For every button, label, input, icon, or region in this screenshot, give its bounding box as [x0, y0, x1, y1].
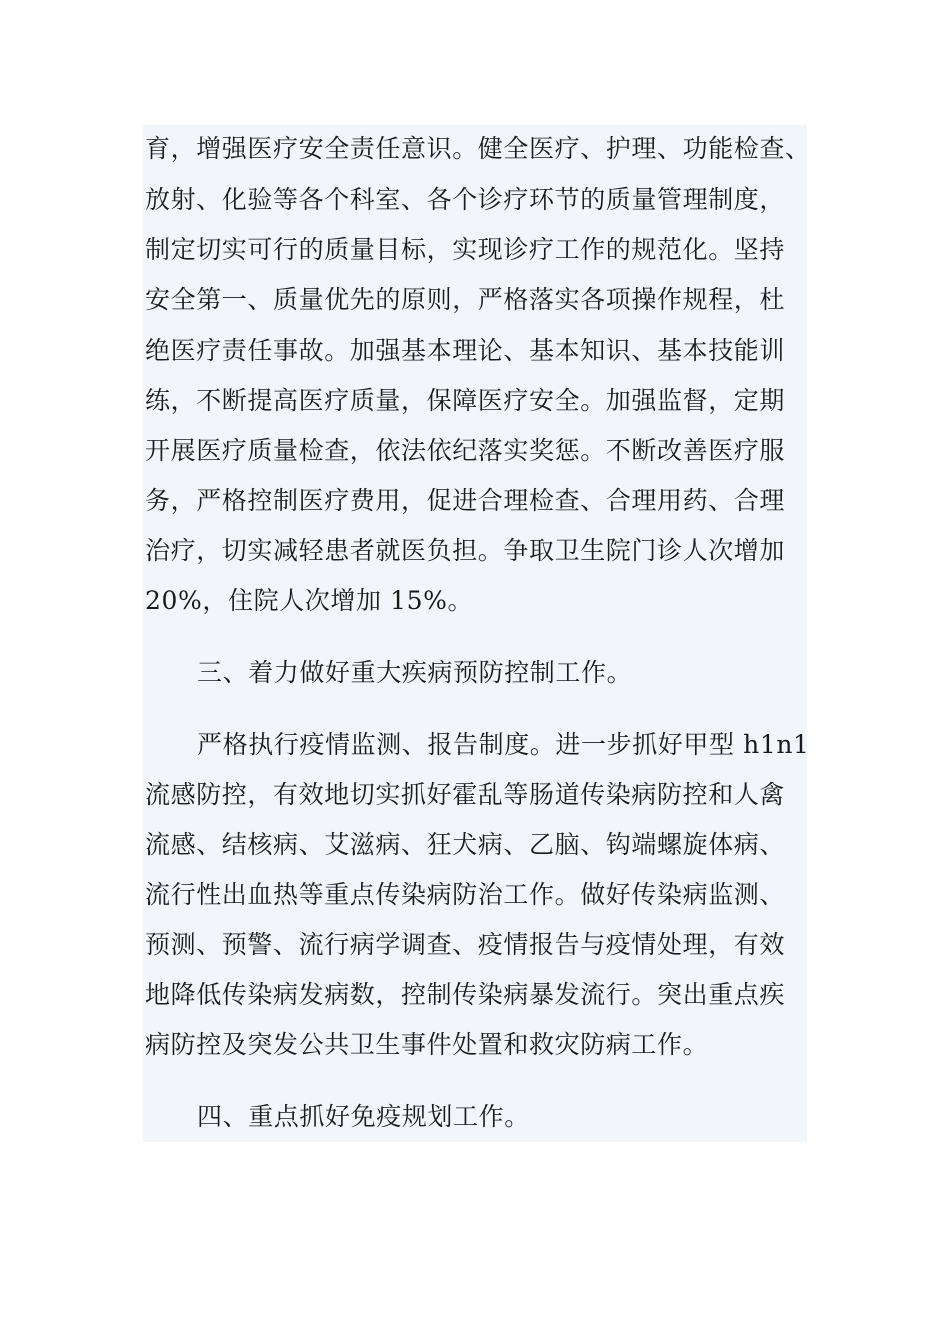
paragraph-line: 制定切实可行的质量目标，实现诊疗工作的规范化。坚持: [145, 235, 786, 264]
paragraph-line: 流行性出血热等重点传染病防治工作。做好传染病监测、: [145, 880, 786, 909]
paragraph-line: 绝医疗责任事故。加强基本理论、基本知识、基本技能训: [145, 336, 786, 365]
paragraph-line: 务，严格控制医疗费用，促进合理检查、合理用药、合理: [145, 486, 786, 515]
paragraph-line: 病防控及突发公共卫生事件处置和救灾防病工作。: [145, 1030, 709, 1059]
paragraph-line: 育，增强医疗安全责任意识。健全医疗、护理、功能检查、: [145, 134, 811, 163]
section-heading: 三、着力做好重大疾病预防控制工作。: [197, 658, 633, 687]
paragraph-line: 20%，住院人次增加 15%。: [145, 586, 474, 615]
paragraph-line: 开展医疗质量检查，依法依纪落实奖惩。不断改善医疗服: [145, 436, 786, 465]
paragraph-line: 流感防控，有效地切实抓好霍乱等肠道传染病防控和人禽: [145, 780, 786, 809]
paragraph-line: 练，不断提高医疗质量，保障医疗安全。加强监督，定期: [145, 386, 786, 415]
paragraph-line: 安全第一、质量优先的原则，严格落实各项操作规程，杜: [145, 285, 786, 314]
document-text-block: [143, 125, 811, 1142]
paragraph-line: 流感、结核病、艾滋病、狂犬病、乙脑、钩端螺旋体病、: [145, 830, 786, 859]
section-heading: 四、重点抓好免疫规划工作。: [197, 1102, 530, 1131]
paragraph-line: 严格执行疫情监测、报告制度。进一步抓好甲型 h1n1: [197, 730, 810, 759]
paragraph-line: 治疗，切实减轻患者就医负担。争取卫生院门诊人次增加: [145, 536, 786, 565]
paragraph-line: 预测、预警、流行病学调查、疫情报告与疫情处理，有效: [145, 930, 786, 959]
paragraph-line: 放射、化验等各个科室、各个诊疗环节的质量管理制度，: [145, 185, 786, 214]
paragraph-line: 地降低传染病发病数，控制传染病暴发流行。突出重点疾: [145, 980, 786, 1009]
